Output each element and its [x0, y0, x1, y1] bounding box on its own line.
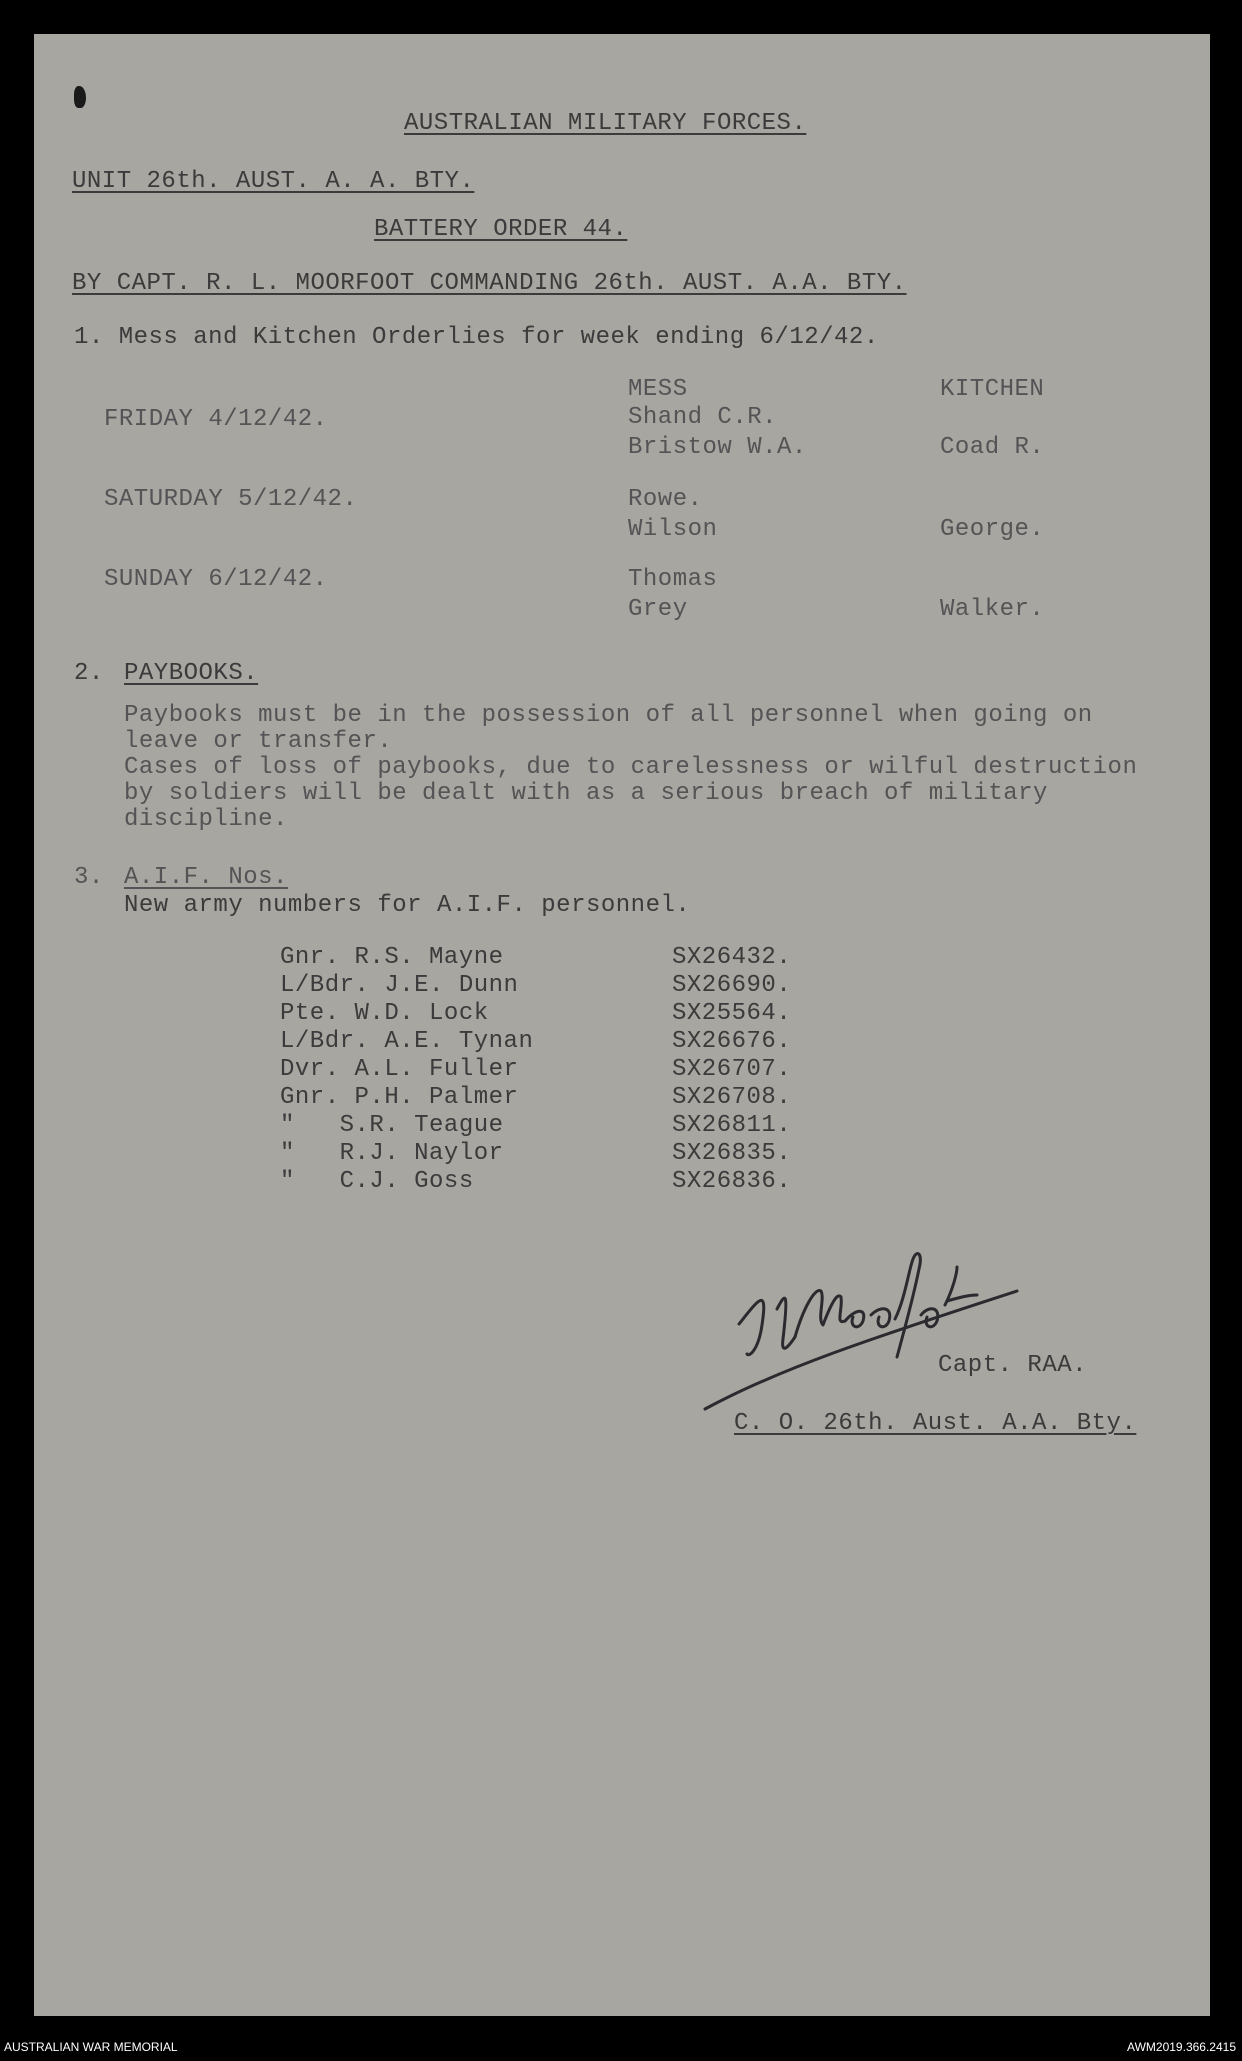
aif-name: L/Bdr. J.E. Dunn	[280, 972, 519, 999]
section2-heading: PAYBOOKS.	[124, 660, 259, 687]
roster-kitchen: Coad R.	[940, 434, 1045, 461]
roster-kitchen: George.	[940, 516, 1045, 543]
mess-column-header: MESS	[628, 376, 688, 403]
document-page	[34, 34, 1210, 2016]
aif-name: Gnr. P.H. Palmer	[280, 1084, 519, 1111]
roster-day: SUNDAY 6/12/42.	[104, 566, 328, 593]
paybooks-line: by soldiers will be dealt with as a serious breach of military	[124, 780, 1048, 807]
aif-number: SX26690.	[672, 972, 792, 999]
aif-name: Gnr. R.S. Mayne	[280, 944, 504, 971]
aif-number: SX26432.	[672, 944, 792, 971]
signature-position: C. O. 26th. Aust. A.A. Bty.	[734, 1410, 1137, 1437]
aif-name: " S.R. Teague	[280, 1112, 504, 1139]
organisation-title: AUSTRALIAN MILITARY FORCES.	[404, 110, 807, 137]
roster-mess: Rowe.	[628, 486, 703, 513]
by-line: BY CAPT. R. L. MOORFOOT COMMANDING 26th. AUST. A.A. BTY.	[72, 270, 907, 297]
footer-accession-number: AWM2019.366.2415	[1127, 2040, 1236, 2054]
order-title: BATTERY ORDER 44.	[374, 216, 628, 243]
roster-mess: Grey	[628, 596, 688, 623]
aif-name: Pte. W.D. Lock	[280, 1000, 489, 1027]
aif-name: Dvr. A.L. Fuller	[280, 1056, 519, 1083]
section3-subheading: New army numbers for A.I.F. personnel.	[124, 892, 691, 919]
aif-number: SX25564.	[672, 1000, 792, 1027]
punch-hole	[74, 86, 86, 108]
section3-number: 3.	[74, 864, 104, 891]
aif-number: SX26835.	[672, 1140, 792, 1167]
aif-number: SX26836.	[672, 1168, 792, 1195]
handwritten-signature	[699, 1239, 1079, 1429]
footer-institution: AUSTRALIAN WAR MEMORIAL	[4, 2040, 178, 2054]
roster-mess: Shand C.R.	[628, 404, 778, 431]
paybooks-line: Cases of loss of paybooks, due to carelessness or wilful destruction	[124, 754, 1138, 781]
roster-mess: Thomas	[628, 566, 718, 593]
unit-line: UNIT 26th. AUST. A. A. BTY.	[72, 168, 475, 195]
section3-heading: A.I.F. Nos.	[124, 864, 288, 891]
section1-heading: 1. Mess and Kitchen Orderlies for week ending 6/12/42.	[74, 324, 879, 351]
aif-name: " C.J. Goss	[280, 1168, 474, 1195]
roster-kitchen: Walker.	[940, 596, 1045, 623]
roster-mess: Bristow W.A.	[628, 434, 807, 461]
aif-name: " R.J. Naylor	[280, 1140, 504, 1167]
signature-rank: Capt. RAA.	[938, 1352, 1088, 1379]
aif-name: L/Bdr. A.E. Tynan	[280, 1028, 534, 1055]
roster-day: SATURDAY 5/12/42.	[104, 486, 358, 513]
roster-mess: Wilson	[628, 516, 718, 543]
roster-day: FRIDAY 4/12/42.	[104, 406, 328, 433]
aif-number: SX26708.	[672, 1084, 792, 1111]
paybooks-line: discipline.	[124, 806, 288, 833]
paybooks-line: Paybooks must be in the possession of all personnel when going on	[124, 702, 1093, 729]
aif-number: SX26707.	[672, 1056, 792, 1083]
section2-number: 2.	[74, 660, 104, 687]
aif-number: SX26676.	[672, 1028, 792, 1055]
paybooks-line: leave or transfer.	[124, 728, 393, 755]
kitchen-column-header: KITCHEN	[940, 376, 1045, 403]
aif-number: SX26811.	[672, 1112, 792, 1139]
